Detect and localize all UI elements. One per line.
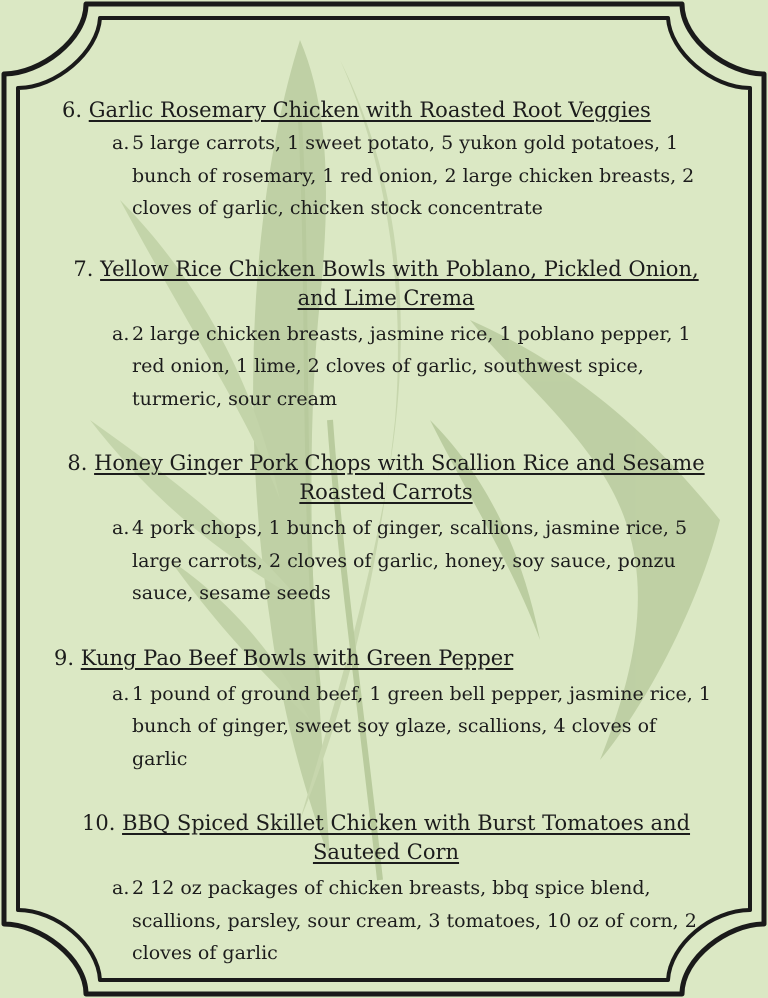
ingredient-item (112, 872, 718, 970)
list-letter: a. (112, 877, 130, 899)
recipe-name: Yellow Rice Chicken Bowls with Poblano, Pickled Onion, and Lime Crema (100, 256, 699, 310)
recipe-number: 7. (73, 256, 94, 281)
recipe-name: Honey Ginger Pork Chops with Scallion Rice and Sesame Roasted Carrots (94, 451, 705, 504)
recipe-10 (54, 809, 718, 970)
list-letter: a. (112, 132, 130, 154)
recipe-6 (54, 96, 718, 225)
ingredients-text: 1 pound of ground beef, 1 green bell pepper, jasmine rice, 1 bunch of ginger, sweet soy glaze, scallions, 4 cloves of garlic (132, 682, 711, 770)
recipe-8 (54, 449, 718, 610)
ingredients-text: 5 large carrots, 1 sweet potato, 5 yukon gold potatoes, 1 bunch of rosemary, 1 red onion, 2 large chicken breasts, 2 cloves of garlic, chicken stock concentrate (132, 132, 695, 219)
ingredients-text: 4 pork chops, 1 bunch of ginger, scallions, jasmine rice, 5 large carrots, 2 cloves of garlic, honey, soy sauce, ponzu sauce, sesame seeds (132, 517, 688, 604)
recipe-title (54, 809, 718, 867)
recipe-title (54, 449, 718, 507)
list-letter: a. (112, 682, 130, 705)
ingredient-item (112, 678, 718, 776)
recipe-number: 8. (67, 451, 88, 475)
recipe-9 (54, 644, 718, 776)
recipe-title (54, 644, 718, 673)
ingredient-item (112, 512, 718, 610)
recipe-title (54, 255, 718, 313)
recipe-list (54, 96, 718, 970)
recipe-number: 10. (81, 811, 116, 835)
recipe-name: BBQ Spiced Skillet Chicken with Burst Tomatoes and Sauteed Corn (122, 811, 691, 864)
ingredient-item (112, 127, 718, 225)
recipe-name: Kung Pao Beef Bowls with Green Pepper (80, 645, 514, 670)
ingredients-text: 2 12 oz packages of chicken breasts, bbq spice blend, scallions, parsley, sour cream, 3 tomatoes, 10 oz of corn, 2 cloves of garlic (132, 877, 697, 964)
list-letter: a. (112, 517, 130, 539)
ingredient-item (112, 318, 718, 416)
ingredients-text: 2 large chicken breasts, jasmine rice, 1 poblano pepper, 1 red onion, 1 lime, 2 cloves of garlic, southwest spice, turmeric, sour cream (132, 322, 691, 410)
recipe-name: Garlic Rosemary Chicken with Roasted Root Veggies (88, 98, 651, 122)
recipe-number: 9. (54, 645, 75, 670)
recipe-title (54, 96, 718, 125)
recipe-number: 6. (62, 98, 83, 122)
recipe-7 (54, 255, 718, 416)
list-letter: a. (112, 322, 130, 345)
